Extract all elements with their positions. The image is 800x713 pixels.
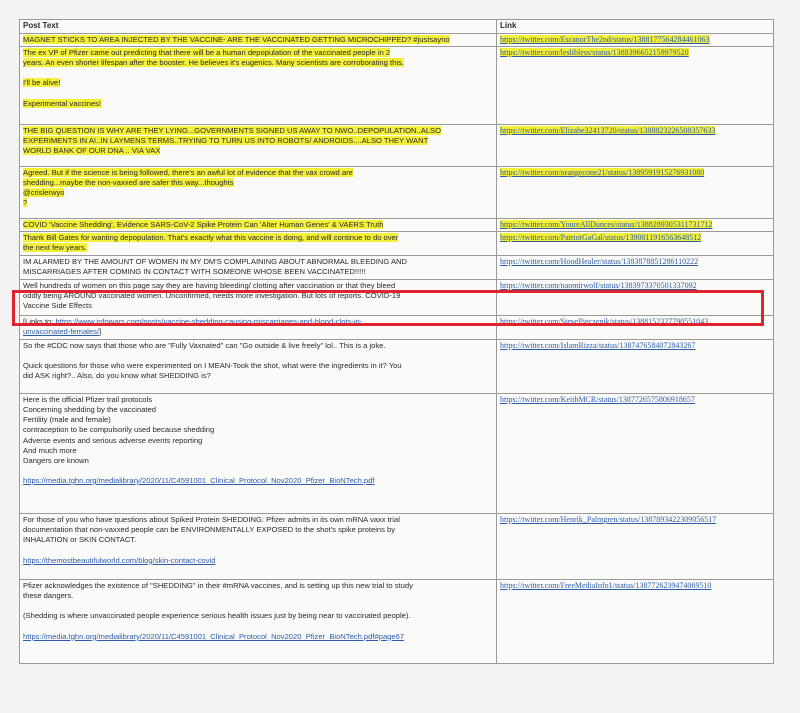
- source-link[interactable]: https://media.tghn.org/medialibrary/2020/11/C4591001_Clinical_Protocol_Nov2020_Pfizer_BioNTech.pdf: [23, 475, 375, 485]
- post-text-line: [23, 58, 493, 68]
- post-text-line: [23, 395, 493, 405]
- post-text-line: [23, 267, 493, 277]
- post-text: Adverse events and serious adverse events reporting: [23, 435, 203, 445]
- post-text: oddly being AROUND vaccinated women. Unconfirmed, needs more investigation. But lots of reports. COVID-19: [23, 291, 401, 301]
- table-row: [20, 47, 774, 125]
- blank-line: [23, 68, 493, 78]
- blank-line: [23, 545, 493, 555]
- post-text-line: [23, 220, 493, 230]
- post-text: MAGNET STICKS TO AREA INJECTED BY THE VACCINE- ARE THE VACCINATED GETTING MICROCHIPPED? #justsayno: [23, 35, 450, 44]
- link-column-header: Link: [497, 20, 774, 34]
- post-text-line: [23, 188, 493, 198]
- table-row: [20, 219, 774, 232]
- infowars-link[interactable]: https://www.infowars.com/posts/vaccine-shedding-causing-miscarriages-and-blood-clots-in-: [55, 317, 363, 327]
- post-text-line: [23, 178, 493, 188]
- post-text-cell: [20, 514, 497, 580]
- table-row: [20, 580, 774, 664]
- table-body: [20, 34, 774, 664]
- post-text: years. An even shorter lifespan after the booster. He believes it's eugenics. Many scientists are corroborating this.: [23, 58, 404, 68]
- links-to-suffix: ]: [98, 327, 102, 337]
- link-cell: [497, 256, 774, 280]
- post-text: Vaccine Side Effects: [23, 301, 92, 311]
- post-text-cell: [20, 280, 497, 316]
- source-link[interactable]: https://themostbeautifulworld.com/blog/skin-contact-covid: [23, 555, 216, 565]
- twitter-status-link[interactable]: https://twitter.com/Elizabe32413720/status/1388823226508357633: [500, 126, 716, 136]
- post-text: IM ALARMED BY THE AMOUNT OF WOMEN IN MY DM'S COMPLAINING ABOUT ABNORMAL BLEEDING AND: [23, 257, 408, 267]
- post-text-cell: [20, 219, 497, 232]
- post-text-line: [23, 291, 493, 301]
- link-cell: [497, 125, 774, 167]
- post-text-line: [23, 233, 493, 243]
- twitter-status-link[interactable]: https://twitter.com/orangecone21/status/1389591915276931080: [500, 168, 705, 178]
- post-text-cell: [20, 47, 497, 125]
- post-text-line: [23, 243, 493, 253]
- blank-line: [23, 351, 493, 361]
- post-text: So the #CDC now says that those who are "Fully Vaxnated" can "Go outside & live freely" lol.. This is a joke.: [23, 341, 386, 351]
- post-text: And much more: [23, 445, 77, 455]
- link-cell: [497, 340, 774, 394]
- post-text-line: [23, 436, 493, 446]
- twitter-status-link[interactable]: https://twitter.com/KeithMCR/status/1387726575806918657: [500, 395, 695, 405]
- post-text: Well hundreds of women on this page say they are having bleeding/ clotting after vaccination or that they bleed: [23, 281, 396, 291]
- post-text-line: [23, 425, 493, 435]
- twitter-status-link[interactable]: https://twitter.com/IslamRizza/status/1387476584072843267: [500, 341, 696, 351]
- post-text-cell: [20, 394, 497, 514]
- post-text: Here is the official Pfizer trail protocols: [23, 395, 153, 405]
- link-cell: [497, 316, 774, 340]
- twitter-status-link[interactable]: https://twitter.com/leslibless/status/1388396652159979520: [500, 48, 689, 58]
- post-text-cell: [20, 232, 497, 256]
- blank-line: [23, 622, 493, 632]
- post-text: Dangers ore known: [23, 455, 89, 465]
- post-text: The ex VP of Pfizer came out predicting that there will be a human depopulation of the vaccinated people in 2: [23, 48, 391, 58]
- post-text-line: [23, 78, 493, 88]
- post-text: THE BIG QUESTION IS WHY ARE THEY LYING...GOVERNMENTS SIGNED US AWAY TO NWO..DEPOPULATION..ALSO: [23, 126, 442, 136]
- blank-line: [23, 88, 493, 98]
- post-text: For those of you who have questions about Spiked Protein SHEDDING: Pfizer admits in its own mRNA vaxx trial: [23, 515, 400, 525]
- post-text-line: [23, 446, 493, 456]
- post-text-column-header: Post Text: [20, 20, 497, 34]
- table-header-row: [20, 20, 774, 34]
- twitter-status-link[interactable]: https://twitter.com/FreeMediaInfo1/status/1387726239474069510: [500, 581, 712, 591]
- table-row: [20, 394, 774, 514]
- table-row: [20, 125, 774, 167]
- post-text-line: [23, 361, 493, 371]
- post-text: did ASK right?.. Also, do you know what SHEDDING is?: [23, 371, 211, 381]
- links-to-line: [23, 327, 493, 337]
- post-text-line: [23, 168, 493, 178]
- link-cell: [497, 47, 774, 125]
- post-text-line: [23, 126, 493, 136]
- post-text: (Shedding is where unvaccinated people experience serious health issues just by being near to vaccinated people).: [23, 611, 411, 621]
- twitter-status-link[interactable]: https://twitter.com/naomirwolf/status/1383973370501337092: [500, 281, 697, 291]
- post-text: Agreed. But if the science is being followed, there's an awful lot of evidence that the vax crowd are: [23, 168, 353, 178]
- post-text-line: [23, 581, 493, 591]
- post-text-line: [23, 591, 493, 601]
- post-text: Thank Bill Gates for wanting depopulation. That's exactly what this vaccine is doing, and will continue to do over: [23, 233, 399, 243]
- links-to-prefix: [Links to:: [23, 317, 56, 327]
- post-text: the next few years.: [23, 243, 87, 253]
- twitter-status-link[interactable]: https://twitter.com/StevePieczenik/status/1388152327790551043: [500, 317, 709, 327]
- infowars-link-continued[interactable]: unvaccinated-females/: [23, 327, 99, 337]
- source-link-line: [23, 632, 493, 642]
- post-text: Pfizer acknowledges the existence of "SHEDDING" in their #mRNA vaccines, and is setting up this new trial to study: [23, 581, 413, 591]
- post-text-cell: [20, 340, 497, 394]
- post-text-line: [23, 405, 493, 415]
- table-row: [20, 514, 774, 580]
- post-text: Concerning shedding by the vaccinated: [23, 405, 156, 415]
- post-text: these dangers.: [23, 591, 74, 601]
- post-text-cell: [20, 316, 497, 340]
- post-text-line: [23, 136, 493, 146]
- source-link-line: [23, 556, 493, 566]
- post-text: WORLD BANK OF OUR DNA .. VIA VAX: [23, 146, 161, 156]
- table-row: [20, 232, 774, 256]
- source-link[interactable]: https://media.tghn.org/medialibrary/2020/11/C4591001_Clinical_Protocol_Nov2020_Pfizer_BioNTech.pdf#page67: [23, 631, 405, 641]
- post-text-line: [23, 281, 493, 291]
- post-text: documentation that non-vaxxed people can be ENVIRONMENTALLY EXPOSED to the shot's spike proteins by: [23, 525, 396, 535]
- table-row: [20, 340, 774, 394]
- post-text-line: [23, 99, 493, 109]
- post-text: Quick questions for those who were experimented on I MEAN-Took the shot, what were the ingredients in it? You: [23, 361, 402, 371]
- post-text-line: [23, 146, 493, 156]
- post-text-cell: [20, 34, 497, 47]
- table-row: [20, 34, 774, 47]
- post-text: Fertility (male and female): [23, 415, 111, 425]
- post-text-line: [23, 341, 493, 351]
- post-text-line: [23, 611, 493, 621]
- post-text-line: [23, 535, 493, 545]
- post-text-cell: [20, 167, 497, 219]
- post-text-line: [23, 198, 493, 208]
- link-cell: [497, 167, 774, 219]
- post-text-cell: [20, 580, 497, 664]
- post-text-line: [23, 48, 493, 58]
- post-text-line: [23, 371, 493, 381]
- post-text: INHALATION or SKIN CONTACT.: [23, 535, 137, 545]
- post-text-line: [23, 515, 493, 525]
- link-cell: [497, 514, 774, 580]
- twitter-status-link[interactable]: https://twitter.com/HoodHealer/status/1383878851286110222: [500, 257, 699, 267]
- post-text-line: [23, 301, 493, 311]
- post-text-cell: [20, 256, 497, 280]
- blank-line: [23, 601, 493, 611]
- post-text: I'll be alive!: [23, 78, 61, 88]
- link-cell: [497, 219, 774, 232]
- twitter-status-link[interactable]: https://twitter.com/YoureAllDunces/status/1388289305311731712: [500, 220, 713, 230]
- link-cell: [497, 232, 774, 256]
- twitter-status-link[interactable]: https://twitter.com/EscanorThe2nd/status/1388177564284461063: [500, 35, 710, 44]
- table-row: [20, 280, 774, 316]
- link-cell: [497, 580, 774, 664]
- twitter-status-link[interactable]: https://twitter.com/PatriotGaGal/status/1390011916563648512: [500, 233, 702, 243]
- post-text-cell: [20, 125, 497, 167]
- link-cell: [497, 280, 774, 316]
- post-text: ?: [23, 198, 28, 208]
- post-text: COVID 'Vaccine Shedding', Evidence SARS-CoV-2 Spike Protein Can 'Alter Human Genes' & VAERS Truth: [23, 220, 384, 230]
- table-row: [20, 256, 774, 280]
- post-text: EXPERIMENTS IN AI..IN LAYMENS TERMS..TRYING TO TURN US INTO ROBOTS/ ANDROIDS....ALSO THEY WANT: [23, 136, 429, 146]
- post-text-line: [23, 456, 493, 466]
- post-text-line: [23, 257, 493, 267]
- post-text: Experimental vaccines!: [23, 98, 102, 108]
- table-row: [20, 316, 774, 340]
- source-link-line: [23, 476, 493, 486]
- post-text: MISCARRIAGES AFTER COMING IN CONTACT WITH SOMEONE WHOSE BEEN VACCINATED!!!!!: [23, 267, 366, 277]
- post-text-line: [23, 35, 493, 45]
- twitter-status-link[interactable]: https://twitter.com/Henrik_Palmgren/status/1387893422309056517: [500, 515, 717, 525]
- post-text-line: [23, 415, 493, 425]
- table-row: [20, 167, 774, 219]
- post-link-table: [19, 19, 774, 664]
- post-text: shedding...maybe the non-vaxxed are safer this way...thoughts: [23, 178, 234, 188]
- link-cell: [497, 394, 774, 514]
- link-cell: [497, 34, 774, 47]
- post-text: contraception to be compulsorily used because shedding: [23, 425, 215, 435]
- blank-line: [23, 466, 493, 476]
- post-text: @crislerwyo: [23, 188, 65, 198]
- links-to-line: [23, 317, 493, 327]
- post-text-line: [23, 525, 493, 535]
